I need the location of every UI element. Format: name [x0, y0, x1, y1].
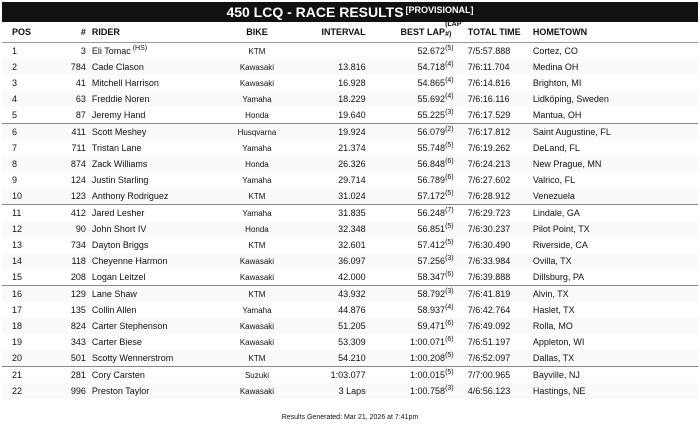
rider-name — [92, 172, 236, 188]
best-lap-number-label: (6) — [445, 158, 454, 165]
best-lap-number-label: (5) — [445, 190, 454, 197]
hometown: Lidköping, Sweden — [533, 91, 698, 107]
rider-number: 824 — [46, 318, 92, 334]
best-lap-number — [445, 367, 460, 384]
rider-name-label: Logan Leitzel — [91, 272, 146, 282]
best-lap: 52.672 — [417, 46, 446, 56]
best-lap: 57.172 — [366, 188, 445, 205]
total-time: 7/6:30.237 — [460, 221, 533, 237]
best-lap: 54.718 — [366, 59, 445, 75]
table-row — [2, 156, 698, 172]
hometown: Medina OH — [533, 59, 698, 75]
rider-name-label: Anthony Rodriguez — [91, 191, 169, 201]
total-time: 7/6:51.197 — [467, 337, 511, 347]
best-lap-number — [445, 269, 460, 286]
rider-number: 874 — [46, 156, 92, 172]
rider-name — [92, 286, 236, 303]
table-row — [2, 43, 698, 60]
best-lap-number — [445, 302, 460, 318]
bike-brand: Yamaha — [242, 208, 272, 218]
bike-brand: Suzuki — [244, 370, 269, 380]
interval: 3 Laps — [278, 383, 366, 399]
best-lap: 1:00.758 — [366, 383, 445, 399]
rider-number: 501 — [46, 350, 92, 367]
total-time: 7/6:14.816 — [467, 78, 511, 88]
best-lap-number-label: (7) — [445, 207, 454, 214]
rider-name-label: Zack Williams — [91, 159, 148, 169]
best-lap: 57.256 — [366, 253, 445, 269]
bike-brand: Kawasaki — [236, 269, 278, 286]
bike-brand: KTM — [236, 286, 278, 303]
total-time: 7/6:39.888 — [460, 269, 533, 286]
rider-name-label: Carter Stephenson — [91, 321, 168, 331]
best-lap-number-label: (5) — [445, 239, 454, 246]
rider-name — [92, 140, 236, 156]
best-lap: 56.079 — [366, 124, 445, 141]
rider-name — [92, 124, 236, 141]
col-total-time: TOTAL TIME — [460, 22, 533, 43]
hometown: Pilot Point, TX — [533, 221, 698, 237]
total-time: 7/6:33.984 — [460, 253, 533, 269]
bike-brand: KTM — [236, 188, 278, 205]
rider-name-label: Jeremy Hand — [91, 110, 146, 120]
bike-brand: KTM — [248, 46, 266, 56]
best-lap-number — [445, 383, 460, 399]
col-interval: INTERVAL — [278, 22, 366, 43]
results-table — [2, 22, 698, 399]
hometown: New Prague, MN — [533, 156, 698, 172]
hometown: Hastings, NE — [533, 383, 698, 399]
bike-brand: Yamaha — [242, 175, 272, 185]
best-lap: 56.789 — [417, 175, 446, 185]
bike-brand: Honda — [236, 221, 278, 237]
rider-name — [92, 205, 236, 222]
best-lap: 56.848 — [366, 156, 445, 172]
rider-number: 87 — [46, 107, 92, 124]
rider-position: 2 — [2, 59, 46, 75]
rider-position: 21 — [12, 370, 23, 380]
bike-brand: Kawasaki — [236, 318, 278, 334]
rider-position: 3 — [12, 78, 18, 88]
rider-position: 11 — [12, 208, 22, 218]
interval: 43.932 — [278, 286, 366, 303]
rider-number: 3 — [80, 46, 86, 56]
interval: 18.229 — [278, 91, 366, 107]
rider-position: 13 — [12, 240, 23, 250]
rider-position: 10 — [2, 188, 46, 205]
best-lap-number-label: (5) — [445, 223, 454, 230]
col-lap-number — [445, 22, 460, 43]
table-row — [2, 205, 698, 222]
rider-number: 123 — [46, 188, 92, 205]
rider-position: 9 — [12, 175, 18, 185]
best-lap: 55.748 — [417, 143, 446, 153]
best-lap-number — [445, 237, 460, 253]
hometown: Dallas, TX — [533, 350, 698, 367]
interval: 1:03.077 — [330, 370, 366, 380]
rider-name — [92, 75, 236, 91]
best-lap-number-label: (6) — [445, 336, 454, 343]
best-lap-number-label: (4) — [445, 304, 454, 311]
rider-name-label: Collin Allen — [91, 305, 137, 315]
best-lap: 58.347 — [366, 269, 445, 286]
rider-position: 18 — [2, 318, 46, 334]
table-row — [2, 107, 698, 124]
interval — [278, 43, 366, 60]
interval: 29.714 — [338, 175, 366, 185]
interval: 32.348 — [278, 221, 366, 237]
hometown: Mantua, OH — [533, 107, 698, 124]
best-lap-number-label: (3) — [445, 109, 454, 116]
bike-brand: Yamaha — [236, 91, 278, 107]
best-lap: 57.412 — [417, 240, 446, 250]
rider-name — [92, 43, 236, 60]
best-lap-number-label: (2) — [445, 126, 454, 133]
rider-number: 124 — [70, 175, 86, 185]
hometown: Brighton, MI — [532, 78, 582, 88]
best-lap-number — [445, 91, 460, 107]
total-time: 7/6:24.213 — [460, 156, 533, 172]
rider-name-label: Scott Meshey — [91, 127, 147, 137]
interval: 31.835 — [338, 208, 366, 218]
best-lap-number — [445, 124, 460, 141]
interval: 13.816 — [278, 59, 366, 75]
best-lap-number — [445, 286, 460, 303]
best-lap-number-label: (3) — [445, 385, 454, 392]
total-time: 7/6:19.262 — [467, 143, 511, 153]
rider-number: 734 — [70, 240, 86, 250]
rider-name — [92, 350, 236, 367]
rider-name-label: Dayton Briggs — [91, 240, 149, 250]
rider-name-label: Mitchell Harrison — [91, 78, 159, 88]
title-bar — [2, 2, 698, 22]
rider-name-label: Lane Shaw — [91, 289, 137, 299]
rider-name-label: Cory Carsten — [91, 370, 145, 380]
rider-name — [92, 253, 236, 269]
interval: 51.205 — [278, 318, 366, 334]
rider-name-label: Cheyenne Harmon — [91, 256, 168, 266]
table-row — [2, 318, 698, 334]
bike-brand: Husqvarna — [236, 124, 278, 141]
results-generated-footer: Results Generated: Mar 21, 2026 at 7:41pm — [281, 414, 419, 421]
rider-name-label: John Short IV — [91, 224, 147, 234]
best-lap-number — [445, 140, 460, 156]
total-time: 7/6:11.704 — [460, 59, 533, 75]
table-row — [2, 383, 698, 399]
interval: 42.000 — [278, 269, 366, 286]
best-lap: 56.248 — [417, 208, 446, 218]
interval: 26.326 — [278, 156, 366, 172]
bike-brand: Kawasaki — [236, 59, 278, 75]
rider-number: 90 — [46, 221, 92, 237]
hometown: Dillsburg, PA — [533, 269, 698, 286]
rider-position: 1 — [12, 46, 18, 56]
hometown: Appleton, WI — [532, 337, 585, 347]
rider-position: 4 — [2, 91, 46, 107]
total-time: 7/6:17.812 — [460, 124, 533, 141]
table-row — [2, 269, 698, 286]
interval: 53.309 — [338, 337, 366, 347]
bike-brand: Kawasaki — [236, 253, 278, 269]
total-time: 7/7:00.965 — [467, 370, 511, 380]
bike-brand: Yamaha — [242, 305, 272, 315]
rider-name — [92, 302, 236, 318]
total-time: 7/6:27.602 — [467, 175, 511, 185]
interval: 44.876 — [338, 305, 366, 315]
table-row — [2, 124, 698, 141]
total-time: 7/5:57.888 — [467, 46, 511, 56]
rider-number: 41 — [75, 78, 86, 88]
best-lap-number-label: (5) — [445, 369, 454, 376]
rider-name-label: Eli Tomac — [91, 46, 131, 56]
best-lap: 54.865 — [417, 78, 446, 88]
interval: 31.024 — [278, 188, 366, 205]
rider-name — [92, 91, 236, 107]
bike-brand: KTM — [248, 240, 266, 250]
best-lap-number-label: (5) — [445, 45, 454, 52]
table-row — [2, 302, 698, 318]
rider-name — [92, 269, 236, 286]
best-lap-number-label: (3) — [445, 255, 454, 262]
rider-name — [92, 221, 236, 237]
hometown: Rolla, MO — [533, 318, 698, 334]
rider-position: 7 — [12, 143, 18, 153]
rider-name-label: Scotty Wennerstrom — [91, 353, 174, 363]
bike-brand: Kawasaki — [239, 78, 275, 88]
rider-name — [92, 59, 236, 75]
rider-number: 281 — [70, 370, 86, 380]
best-lap: 55.692 — [366, 91, 445, 107]
interval: 19.640 — [278, 107, 366, 124]
best-lap-number-label: (4) — [445, 77, 454, 84]
best-lap-number — [445, 205, 460, 222]
interval: 36.097 — [278, 253, 366, 269]
table-row — [2, 221, 698, 237]
total-time: 4/6:56.123 — [460, 383, 533, 399]
rider-name — [92, 318, 236, 334]
bike-brand: Honda — [236, 107, 278, 124]
best-lap-number — [445, 221, 460, 237]
rider-position: 14 — [2, 253, 46, 269]
col-hometown: HOMETOWN — [533, 22, 698, 43]
bike-brand: Kawasaki — [239, 337, 275, 347]
rider-name-label: Tristan Lane — [91, 143, 142, 153]
total-time: 7/6:30.490 — [467, 240, 511, 250]
rider-name-label: Jared Lesher — [91, 208, 145, 218]
hometown: Valrico, FL — [532, 175, 576, 185]
col-bike: BIKE — [236, 22, 278, 43]
total-time: 7/6:42.764 — [467, 305, 511, 315]
rider-name — [92, 107, 236, 124]
rider-number: 63 — [46, 91, 92, 107]
total-time: 7/6:52.097 — [460, 350, 533, 367]
total-time: 7/6:17.529 — [460, 107, 533, 124]
rider-position: 5 — [2, 107, 46, 124]
rider-number: 343 — [70, 337, 86, 347]
best-lap-number-label: (4) — [445, 93, 454, 100]
rider-name-label: Cade Clason — [91, 62, 144, 72]
rider-name-label: Preston Taylor — [91, 386, 150, 396]
results-sheet — [2, 2, 698, 399]
header-row — [2, 22, 698, 43]
bike-brand: KTM — [236, 350, 278, 367]
table-row — [2, 367, 698, 384]
rider-position: 16 — [2, 286, 46, 303]
rider-position: 6 — [2, 124, 46, 141]
results-body — [2, 43, 698, 400]
hometown: Riverside, CA — [532, 240, 588, 250]
hometown: Bayville, NJ — [532, 370, 580, 380]
rider-name-label: Freddie Noren — [91, 94, 150, 104]
best-lap: 59.471 — [366, 318, 445, 334]
rider-name-label: Justin Starling — [91, 175, 149, 185]
rider-number: 711 — [71, 143, 86, 153]
col-best-lap-label: BEST LAP — [400, 27, 446, 37]
best-lap: 58.937 — [417, 305, 446, 315]
best-lap-number-label: (4) — [445, 61, 454, 68]
best-lap: 56.851 — [366, 221, 445, 237]
col-number: # — [46, 22, 92, 43]
hometown: Haslet, TX — [532, 305, 575, 315]
hometown: Cortez, CO — [532, 46, 578, 56]
rider-name-label: Carter Biese — [91, 337, 142, 347]
table-row — [2, 350, 698, 367]
bike-brand: Kawasaki — [236, 383, 278, 399]
bike-brand: Yamaha — [242, 143, 272, 153]
table-row — [2, 253, 698, 269]
best-lap-number — [445, 318, 460, 334]
total-time: 7/6:49.092 — [460, 318, 533, 334]
rider-position: 17 — [12, 305, 23, 315]
best-lap-number — [445, 156, 460, 172]
rider-name — [92, 156, 236, 172]
table-row — [2, 334, 698, 350]
col-lap-number-label: (LAP #) — [445, 21, 462, 38]
rider-name — [92, 237, 236, 253]
best-lap-number-label: (6) — [445, 271, 454, 278]
col-pos: POS — [2, 22, 46, 43]
best-lap-number — [445, 59, 460, 75]
col-rider: RIDER — [92, 22, 236, 43]
interval: 19.924 — [278, 124, 366, 141]
provisional-tag: [PROVISIONAL] — [405, 5, 474, 15]
table-row — [2, 59, 698, 75]
total-time: 7/6:29.723 — [467, 208, 511, 218]
hometown: Alvin, TX — [533, 286, 698, 303]
rider-number: 996 — [46, 383, 92, 399]
best-lap-number-label: (3) — [445, 288, 454, 295]
hometown: Ovilla, TX — [533, 253, 698, 269]
hometown: Lindale, GA — [532, 208, 580, 218]
bike-brand: Honda — [236, 156, 278, 172]
rider-position: 19 — [12, 337, 23, 347]
rider-name — [92, 367, 236, 384]
table-row — [2, 140, 698, 156]
interval: 54.210 — [278, 350, 366, 367]
interval: 32.601 — [338, 240, 366, 250]
table-row — [2, 172, 698, 188]
col-best-lap — [366, 22, 445, 43]
rider-number: 411 — [46, 124, 92, 141]
best-lap-number — [445, 334, 460, 350]
table-row — [2, 75, 698, 91]
rider-number: 118 — [46, 253, 92, 269]
best-lap-number — [445, 253, 460, 269]
table-row — [2, 286, 698, 303]
table-row — [2, 237, 698, 253]
best-lap-number-label: (6) — [445, 174, 454, 181]
total-time: 7/6:41.819 — [460, 286, 533, 303]
best-lap-number — [445, 107, 460, 124]
best-lap-number — [445, 75, 460, 91]
rider-position: 12 — [2, 221, 46, 237]
best-lap-number-label: (5) — [445, 142, 454, 149]
rider-position: 20 — [2, 350, 46, 367]
rider-position: 8 — [2, 156, 46, 172]
best-lap-number — [445, 43, 460, 60]
rider-name — [92, 334, 236, 350]
hometown: Saint Augustine, FL — [533, 124, 698, 141]
rider-number: 412 — [70, 208, 86, 218]
rider-number: 135 — [70, 305, 86, 315]
rider-name — [92, 188, 236, 205]
best-lap-number — [445, 350, 460, 367]
rider-name — [92, 383, 236, 399]
best-lap: 1:00.071 — [410, 337, 446, 347]
best-lap-number — [445, 188, 460, 205]
table-row — [2, 188, 698, 205]
rider-number: 208 — [46, 269, 92, 286]
rider-number: 784 — [46, 59, 92, 75]
page-title: 450 LCQ - RACE RESULTS — [226, 4, 404, 20]
best-lap-number-label: (6) — [445, 320, 454, 327]
total-time: 7/6:16.116 — [460, 91, 533, 107]
best-lap: 55.225 — [366, 107, 445, 124]
best-lap-number — [445, 172, 460, 188]
interval: 16.928 — [338, 78, 366, 88]
interval: 21.374 — [338, 143, 366, 153]
best-lap-number-label: (5) — [445, 352, 454, 359]
best-lap: 1:00.015 — [410, 370, 446, 380]
hometown: Venezuela — [533, 188, 698, 205]
best-lap: 1:00.208 — [366, 350, 445, 367]
rider-number: 129 — [46, 286, 92, 303]
hometown: DeLand, FL — [532, 143, 580, 153]
total-time: 7/6:28.912 — [460, 188, 533, 205]
table-row — [2, 91, 698, 107]
rider-position: 22 — [2, 383, 46, 399]
best-lap: 58.792 — [366, 286, 445, 303]
rider-tag: (HS) — [132, 45, 148, 52]
rider-position: 15 — [2, 269, 46, 286]
